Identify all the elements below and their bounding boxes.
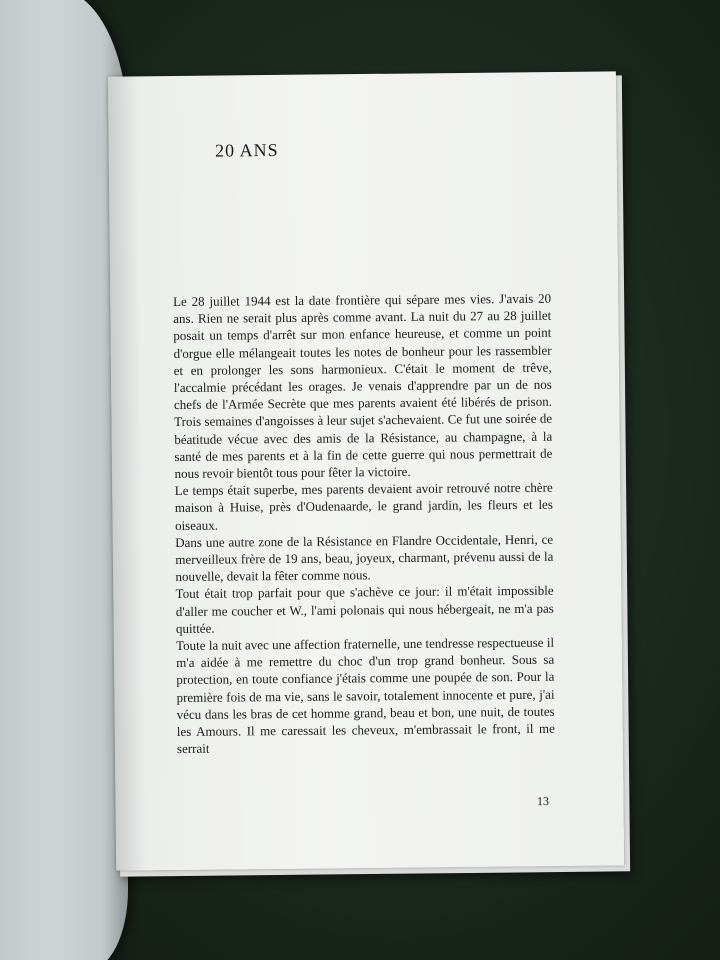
- body-text: [173, 290, 555, 758]
- page-number: 13: [536, 793, 550, 809]
- paragraph: Tout était trop parfait pour que s'achève ce jour: il m'était impossible d'aller me coucher et W., l'ami polonais qui nous hébergeait, ne m'a pas quittée.: [175, 583, 554, 636]
- paragraph: Dans une autre zone de la Résistance en Flandre Occidentale, Henri, ce merveilleux frère de 19 ans, beau, joyeux, charmant, prévenu aussi de la nouvelle, devait la fêter comme nous.: [175, 531, 554, 585]
- paragraph: Le temps était superbe, mes parents devaient avoir retrouvé notre chère maison à Huise, près d'Oudenaarde, le grand jardin, les fleurs et les oiseaux.: [174, 479, 553, 533]
- paragraph: Toute la nuit avec une affection fraternelle, une tendresse respectueuse il m'a aidée à me remettre du choc d'un trop grand bonheur. Sous sa protection, en toute confiance j'étais comme une poupée de son. Pour la première fois de ma vie, sans le savoir, totalement innocente et pure, j'ai vécu dans les bras de cet homme grand, beau et bon, une nuit, de toutes les Amours. Il me caressait les cheveux, m'embrassait le front, il me serrait: [176, 634, 555, 757]
- chapter-title: 20 ANS: [214, 139, 279, 161]
- paragraph: Le 28 juillet 1944 est la date frontière qui sépare mes vies. J'avais 20 ans. Rien ne serait plus après comme avant. La nuit du 27 au 28 juillet posait un temps d'arrêt sur mon enfance heureuse, et comme un point d'orgue elle mélangeait toutes les notes de bonheur pour les rassembler et en prolonger les sons harmonieux. C'était le moment de trêve, l'accalmie précédant les orages. Je venais d'apprendre par un de nos chefs de l'Armée Secrète que mes parents avaient été libérés de prison. Trois semaines d'angoisses à leur sujet s'achevaient. Ce fut une soirée de béatitude vécue avec des amis de la Résistance, au champagne, à la santé de mes parents et à la fin de cette guerre qui nous permettrait de nous revoir bientôt tous pour fêter la victoire.: [173, 290, 553, 482]
